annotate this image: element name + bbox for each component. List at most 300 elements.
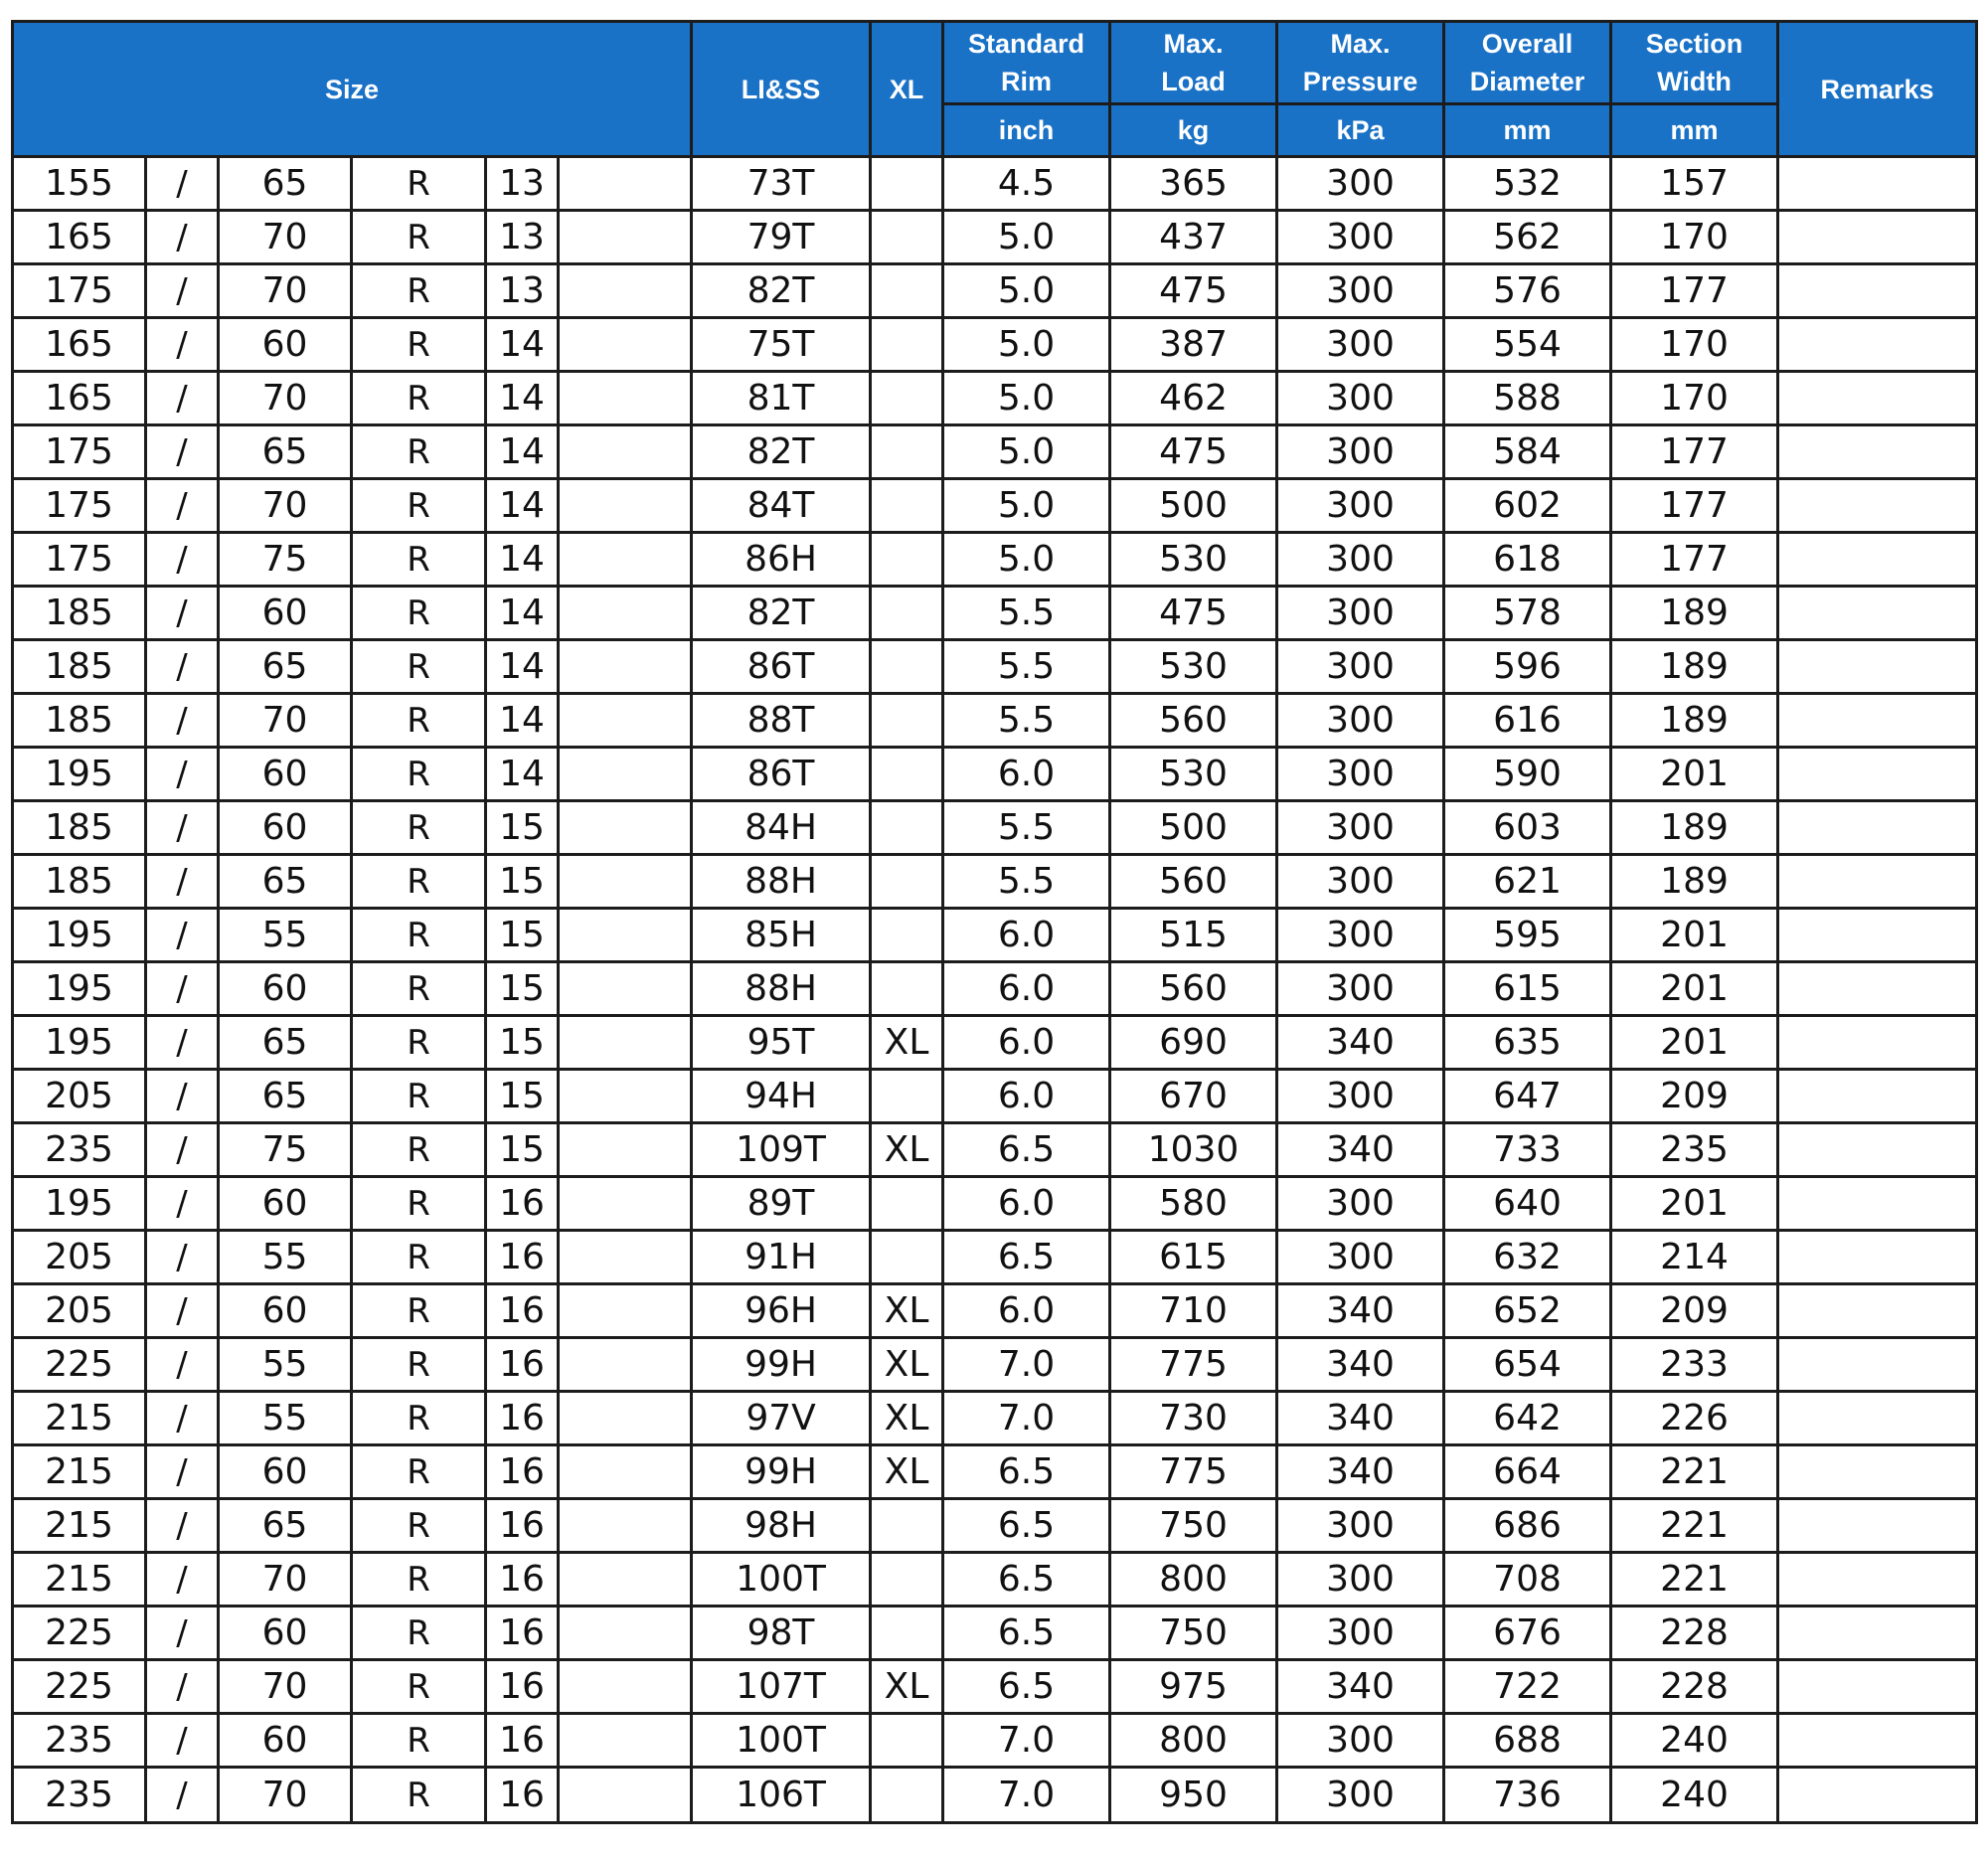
cell-xl	[871, 425, 943, 479]
cell-section-width: 170	[1611, 318, 1778, 372]
cell-construction: R	[352, 1284, 486, 1338]
cell-section-width: 233	[1611, 1338, 1778, 1392]
cell-construction: R	[352, 1445, 486, 1499]
cell-width: 235	[13, 1123, 146, 1177]
cell-remarks	[1778, 372, 1977, 425]
cell-xl	[871, 587, 943, 640]
cell-construction: R	[352, 1070, 486, 1123]
cell-overall-diameter: 615	[1444, 962, 1611, 1016]
cell-max-load: 710	[1110, 1284, 1277, 1338]
cell-standard-rim: 5.5	[943, 640, 1110, 694]
cell-width: 155	[13, 157, 146, 211]
cell-max-pressure: 300	[1277, 587, 1444, 640]
cell-li-ss: 109T	[692, 1123, 871, 1177]
cell-max-pressure: 300	[1277, 318, 1444, 372]
cell-aspect-ratio: 65	[219, 640, 352, 694]
cell-overall-diameter: 596	[1444, 640, 1611, 694]
table-row	[13, 211, 1977, 264]
cell-max-load: 775	[1110, 1445, 1277, 1499]
cell-standard-rim: 5.5	[943, 587, 1110, 640]
cell-construction: R	[352, 1499, 486, 1553]
cell-overall-diameter: 635	[1444, 1016, 1611, 1070]
table-body	[13, 157, 1977, 1823]
cell-li-ss: 86H	[692, 533, 871, 587]
cell-aspect-ratio: 70	[219, 1660, 352, 1714]
cell-xl: XL	[871, 1338, 943, 1392]
cell-rim-diameter: 16	[486, 1553, 559, 1607]
cell-max-pressure: 300	[1277, 1714, 1444, 1768]
cell-li-ss: 79T	[692, 211, 871, 264]
cell-standard-rim: 6.0	[943, 909, 1110, 962]
cell-overall-diameter: 602	[1444, 479, 1611, 533]
cell-width: 225	[13, 1607, 146, 1660]
cell-max-pressure: 340	[1277, 1445, 1444, 1499]
cell-max-pressure: 300	[1277, 479, 1444, 533]
cell-standard-rim: 7.0	[943, 1714, 1110, 1768]
cell-section-width: 201	[1611, 962, 1778, 1016]
cell-section-width: 157	[1611, 157, 1778, 211]
cell-max-pressure: 340	[1277, 1338, 1444, 1392]
cell-standard-rim: 5.5	[943, 694, 1110, 748]
cell-aspect-ratio: 75	[219, 1123, 352, 1177]
cell-li-ss: 73T	[692, 157, 871, 211]
cell-li-ss: 88H	[692, 962, 871, 1016]
cell-size-spacer	[559, 640, 692, 694]
cell-width: 215	[13, 1499, 146, 1553]
cell-aspect-ratio: 65	[219, 425, 352, 479]
table-row	[13, 318, 1977, 372]
cell-construction: R	[352, 1607, 486, 1660]
cell-li-ss: 99H	[692, 1445, 871, 1499]
cell-standard-rim: 6.5	[943, 1123, 1110, 1177]
cell-max-pressure: 300	[1277, 264, 1444, 318]
cell-size-spacer	[559, 533, 692, 587]
cell-remarks	[1778, 1499, 1977, 1553]
cell-size-spacer	[559, 1607, 692, 1660]
cell-width: 195	[13, 962, 146, 1016]
cell-max-load: 365	[1110, 157, 1277, 211]
header-section-width: Section Width	[1611, 22, 1778, 104]
table-row	[13, 264, 1977, 318]
cell-section-width: 201	[1611, 748, 1778, 801]
table-row	[13, 479, 1977, 533]
cell-construction: R	[352, 264, 486, 318]
cell-remarks	[1778, 1768, 1977, 1823]
cell-width: 175	[13, 533, 146, 587]
cell-max-load: 437	[1110, 211, 1277, 264]
cell-max-load: 1030	[1110, 1123, 1277, 1177]
cell-standard-rim: 6.0	[943, 1016, 1110, 1070]
cell-max-pressure: 340	[1277, 1123, 1444, 1177]
cell-section-width: 201	[1611, 909, 1778, 962]
cell-max-pressure: 300	[1277, 962, 1444, 1016]
cell-section-width: 240	[1611, 1714, 1778, 1768]
cell-construction: R	[352, 1231, 486, 1284]
cell-max-pressure: 300	[1277, 1553, 1444, 1607]
cell-remarks	[1778, 1660, 1977, 1714]
cell-separator: /	[146, 1768, 219, 1823]
cell-xl: XL	[871, 1392, 943, 1445]
cell-size-spacer	[559, 1070, 692, 1123]
cell-rim-diameter: 14	[486, 372, 559, 425]
cell-li-ss: 88T	[692, 694, 871, 748]
cell-size-spacer	[559, 264, 692, 318]
cell-width: 185	[13, 694, 146, 748]
table-row	[13, 587, 1977, 640]
cell-separator: /	[146, 157, 219, 211]
cell-size-spacer	[559, 1660, 692, 1714]
cell-construction: R	[352, 533, 486, 587]
cell-standard-rim: 6.5	[943, 1445, 1110, 1499]
cell-section-width: 201	[1611, 1177, 1778, 1231]
unit-max-load: kg	[1110, 104, 1277, 157]
cell-li-ss: 75T	[692, 318, 871, 372]
cell-overall-diameter: 652	[1444, 1284, 1611, 1338]
cell-construction: R	[352, 425, 486, 479]
cell-overall-diameter: 642	[1444, 1392, 1611, 1445]
cell-xl	[871, 372, 943, 425]
cell-aspect-ratio: 60	[219, 1177, 352, 1231]
cell-separator: /	[146, 1338, 219, 1392]
header-remarks: Remarks	[1778, 22, 1977, 157]
cell-remarks	[1778, 1123, 1977, 1177]
cell-xl	[871, 1714, 943, 1768]
cell-size-spacer	[559, 1284, 692, 1338]
cell-remarks	[1778, 1392, 1977, 1445]
cell-section-width: 209	[1611, 1070, 1778, 1123]
cell-remarks	[1778, 1231, 1977, 1284]
cell-aspect-ratio: 60	[219, 801, 352, 855]
cell-section-width: 221	[1611, 1445, 1778, 1499]
cell-construction: R	[352, 1392, 486, 1445]
cell-size-spacer	[559, 425, 692, 479]
cell-aspect-ratio: 70	[219, 211, 352, 264]
cell-remarks	[1778, 1607, 1977, 1660]
cell-separator: /	[146, 1553, 219, 1607]
table-row	[13, 1016, 1977, 1070]
cell-max-load: 580	[1110, 1177, 1277, 1231]
cell-section-width: 221	[1611, 1553, 1778, 1607]
cell-max-load: 475	[1110, 264, 1277, 318]
cell-aspect-ratio: 70	[219, 264, 352, 318]
cell-rim-diameter: 14	[486, 640, 559, 694]
cell-aspect-ratio: 60	[219, 748, 352, 801]
cell-section-width: 189	[1611, 640, 1778, 694]
cell-aspect-ratio: 60	[219, 1714, 352, 1768]
cell-overall-diameter: 603	[1444, 801, 1611, 855]
cell-aspect-ratio: 60	[219, 318, 352, 372]
table-row	[13, 1070, 1977, 1123]
cell-standard-rim: 6.5	[943, 1607, 1110, 1660]
cell-section-width: 189	[1611, 587, 1778, 640]
cell-section-width: 177	[1611, 425, 1778, 479]
cell-construction: R	[352, 587, 486, 640]
table-row	[13, 801, 1977, 855]
cell-size-spacer	[559, 748, 692, 801]
cell-width: 205	[13, 1231, 146, 1284]
cell-construction: R	[352, 640, 486, 694]
cell-li-ss: 98H	[692, 1499, 871, 1553]
cell-rim-diameter: 16	[486, 1284, 559, 1338]
cell-section-width: 189	[1611, 855, 1778, 909]
cell-standard-rim: 5.0	[943, 264, 1110, 318]
header-max-load: Max. Load	[1110, 22, 1277, 104]
table-row	[13, 909, 1977, 962]
cell-overall-diameter: 616	[1444, 694, 1611, 748]
cell-max-load: 750	[1110, 1607, 1277, 1660]
cell-aspect-ratio: 55	[219, 1338, 352, 1392]
table-row	[13, 1768, 1977, 1823]
cell-width: 215	[13, 1445, 146, 1499]
table-row	[13, 1553, 1977, 1607]
cell-section-width: 235	[1611, 1123, 1778, 1177]
cell-max-load: 515	[1110, 909, 1277, 962]
cell-xl	[871, 1553, 943, 1607]
cell-xl	[871, 694, 943, 748]
cell-aspect-ratio: 65	[219, 1070, 352, 1123]
cell-max-load: 530	[1110, 748, 1277, 801]
cell-section-width: 228	[1611, 1607, 1778, 1660]
cell-size-spacer	[559, 1392, 692, 1445]
cell-aspect-ratio: 65	[219, 1016, 352, 1070]
cell-section-width: 177	[1611, 533, 1778, 587]
cell-max-load: 475	[1110, 587, 1277, 640]
cell-remarks	[1778, 157, 1977, 211]
cell-section-width: 240	[1611, 1768, 1778, 1823]
cell-rim-diameter: 16	[486, 1231, 559, 1284]
cell-rim-diameter: 16	[486, 1714, 559, 1768]
cell-xl	[871, 264, 943, 318]
cell-rim-diameter: 15	[486, 1070, 559, 1123]
cell-remarks	[1778, 1714, 1977, 1768]
cell-remarks	[1778, 962, 1977, 1016]
cell-li-ss: 107T	[692, 1660, 871, 1714]
cell-section-width: 201	[1611, 1016, 1778, 1070]
cell-rim-diameter: 16	[486, 1338, 559, 1392]
table-row	[13, 694, 1977, 748]
cell-size-spacer	[559, 1445, 692, 1499]
cell-section-width: 209	[1611, 1284, 1778, 1338]
cell-overall-diameter: 595	[1444, 909, 1611, 962]
cell-separator: /	[146, 533, 219, 587]
cell-section-width: 189	[1611, 801, 1778, 855]
cell-width: 235	[13, 1714, 146, 1768]
cell-rim-diameter: 14	[486, 748, 559, 801]
unit-standard-rim: inch	[943, 104, 1110, 157]
cell-width: 205	[13, 1070, 146, 1123]
cell-rim-diameter: 14	[486, 425, 559, 479]
cell-separator: /	[146, 211, 219, 264]
cell-overall-diameter: 640	[1444, 1177, 1611, 1231]
cell-separator: /	[146, 587, 219, 640]
cell-standard-rim: 5.0	[943, 211, 1110, 264]
cell-remarks	[1778, 1553, 1977, 1607]
cell-aspect-ratio: 65	[219, 157, 352, 211]
cell-separator: /	[146, 1123, 219, 1177]
cell-overall-diameter: 588	[1444, 372, 1611, 425]
cell-max-pressure: 300	[1277, 157, 1444, 211]
cell-construction: R	[352, 1660, 486, 1714]
cell-size-spacer	[559, 1123, 692, 1177]
cell-separator: /	[146, 1231, 219, 1284]
cell-overall-diameter: 618	[1444, 533, 1611, 587]
cell-size-spacer	[559, 909, 692, 962]
cell-xl	[871, 1231, 943, 1284]
cell-width: 195	[13, 1177, 146, 1231]
cell-remarks	[1778, 694, 1977, 748]
cell-remarks	[1778, 801, 1977, 855]
cell-overall-diameter: 578	[1444, 587, 1611, 640]
cell-construction: R	[352, 855, 486, 909]
cell-max-pressure: 300	[1277, 425, 1444, 479]
cell-li-ss: 91H	[692, 1231, 871, 1284]
cell-li-ss: 100T	[692, 1553, 871, 1607]
cell-aspect-ratio: 55	[219, 1392, 352, 1445]
cell-aspect-ratio: 70	[219, 372, 352, 425]
cell-separator: /	[146, 479, 219, 533]
cell-rim-diameter: 14	[486, 479, 559, 533]
cell-width: 165	[13, 372, 146, 425]
cell-rim-diameter: 14	[486, 318, 559, 372]
table-row	[13, 157, 1977, 211]
cell-max-pressure: 300	[1277, 748, 1444, 801]
cell-max-pressure: 340	[1277, 1660, 1444, 1714]
cell-separator: /	[146, 1284, 219, 1338]
cell-width: 175	[13, 264, 146, 318]
table-row	[13, 533, 1977, 587]
cell-width: 215	[13, 1553, 146, 1607]
cell-overall-diameter: 708	[1444, 1553, 1611, 1607]
cell-li-ss: 88H	[692, 855, 871, 909]
cell-overall-diameter: 722	[1444, 1660, 1611, 1714]
cell-remarks	[1778, 264, 1977, 318]
cell-max-pressure: 300	[1277, 372, 1444, 425]
cell-section-width: 170	[1611, 372, 1778, 425]
cell-rim-diameter: 15	[486, 1016, 559, 1070]
cell-section-width: 221	[1611, 1499, 1778, 1553]
table-row	[13, 962, 1977, 1016]
cell-max-load: 475	[1110, 425, 1277, 479]
cell-max-load: 500	[1110, 479, 1277, 533]
cell-remarks	[1778, 211, 1977, 264]
cell-remarks	[1778, 479, 1977, 533]
cell-max-pressure: 300	[1277, 855, 1444, 909]
cell-max-pressure: 300	[1277, 1768, 1444, 1823]
cell-separator: /	[146, 1499, 219, 1553]
cell-max-pressure: 300	[1277, 801, 1444, 855]
cell-remarks	[1778, 640, 1977, 694]
cell-max-load: 975	[1110, 1660, 1277, 1714]
tyre-spec-table	[11, 20, 1978, 1824]
cell-section-width: 228	[1611, 1660, 1778, 1714]
cell-rim-diameter: 14	[486, 694, 559, 748]
cell-width: 185	[13, 587, 146, 640]
cell-aspect-ratio: 65	[219, 1499, 352, 1553]
table-row	[13, 1499, 1977, 1553]
cell-standard-rim: 5.5	[943, 855, 1110, 909]
cell-aspect-ratio: 70	[219, 1553, 352, 1607]
table-row	[13, 1714, 1977, 1768]
cell-xl: XL	[871, 1660, 943, 1714]
cell-separator: /	[146, 1070, 219, 1123]
cell-size-spacer	[559, 1499, 692, 1553]
cell-section-width: 214	[1611, 1231, 1778, 1284]
cell-standard-rim: 5.0	[943, 533, 1110, 587]
cell-size-spacer	[559, 1768, 692, 1823]
cell-construction: R	[352, 318, 486, 372]
cell-construction: R	[352, 1338, 486, 1392]
cell-size-spacer	[559, 372, 692, 425]
cell-standard-rim: 6.5	[943, 1660, 1110, 1714]
cell-standard-rim: 5.0	[943, 479, 1110, 533]
cell-max-pressure: 300	[1277, 1607, 1444, 1660]
cell-max-load: 730	[1110, 1392, 1277, 1445]
cell-section-width: 177	[1611, 264, 1778, 318]
unit-max-pressure: kPa	[1277, 104, 1444, 157]
cell-max-load: 800	[1110, 1714, 1277, 1768]
header-xl: XL	[871, 22, 943, 157]
cell-rim-diameter: 16	[486, 1499, 559, 1553]
cell-xl	[871, 318, 943, 372]
cell-overall-diameter: 532	[1444, 157, 1611, 211]
cell-construction: R	[352, 1553, 486, 1607]
cell-standard-rim: 6.0	[943, 1177, 1110, 1231]
cell-construction: R	[352, 1768, 486, 1823]
cell-construction: R	[352, 962, 486, 1016]
cell-max-pressure: 340	[1277, 1016, 1444, 1070]
cell-xl	[871, 1177, 943, 1231]
cell-size-spacer	[559, 1553, 692, 1607]
cell-aspect-ratio: 70	[219, 479, 352, 533]
cell-overall-diameter: 576	[1444, 264, 1611, 318]
cell-remarks	[1778, 1338, 1977, 1392]
cell-overall-diameter: 654	[1444, 1338, 1611, 1392]
cell-standard-rim: 7.0	[943, 1392, 1110, 1445]
cell-separator: /	[146, 318, 219, 372]
cell-separator: /	[146, 372, 219, 425]
header-max-pressure: Max. Pressure	[1277, 22, 1444, 104]
table-row	[13, 640, 1977, 694]
cell-aspect-ratio: 55	[219, 1231, 352, 1284]
cell-max-pressure: 300	[1277, 909, 1444, 962]
cell-remarks	[1778, 909, 1977, 962]
cell-xl: XL	[871, 1445, 943, 1499]
cell-size-spacer	[559, 157, 692, 211]
cell-aspect-ratio: 60	[219, 1445, 352, 1499]
cell-li-ss: 82T	[692, 264, 871, 318]
cell-remarks	[1778, 425, 1977, 479]
cell-rim-diameter: 15	[486, 855, 559, 909]
cell-aspect-ratio: 60	[219, 1607, 352, 1660]
cell-xl	[871, 909, 943, 962]
cell-remarks	[1778, 1284, 1977, 1338]
cell-remarks	[1778, 855, 1977, 909]
table-header	[13, 22, 1977, 157]
cell-max-load: 560	[1110, 962, 1277, 1016]
cell-width: 225	[13, 1338, 146, 1392]
cell-li-ss: 98T	[692, 1607, 871, 1660]
cell-rim-diameter: 16	[486, 1768, 559, 1823]
cell-standard-rim: 6.5	[943, 1553, 1110, 1607]
cell-aspect-ratio: 55	[219, 909, 352, 962]
cell-separator: /	[146, 801, 219, 855]
cell-size-spacer	[559, 962, 692, 1016]
cell-max-pressure: 340	[1277, 1284, 1444, 1338]
cell-max-load: 800	[1110, 1553, 1277, 1607]
cell-overall-diameter: 632	[1444, 1231, 1611, 1284]
cell-rim-diameter: 13	[486, 211, 559, 264]
cell-size-spacer	[559, 1338, 692, 1392]
